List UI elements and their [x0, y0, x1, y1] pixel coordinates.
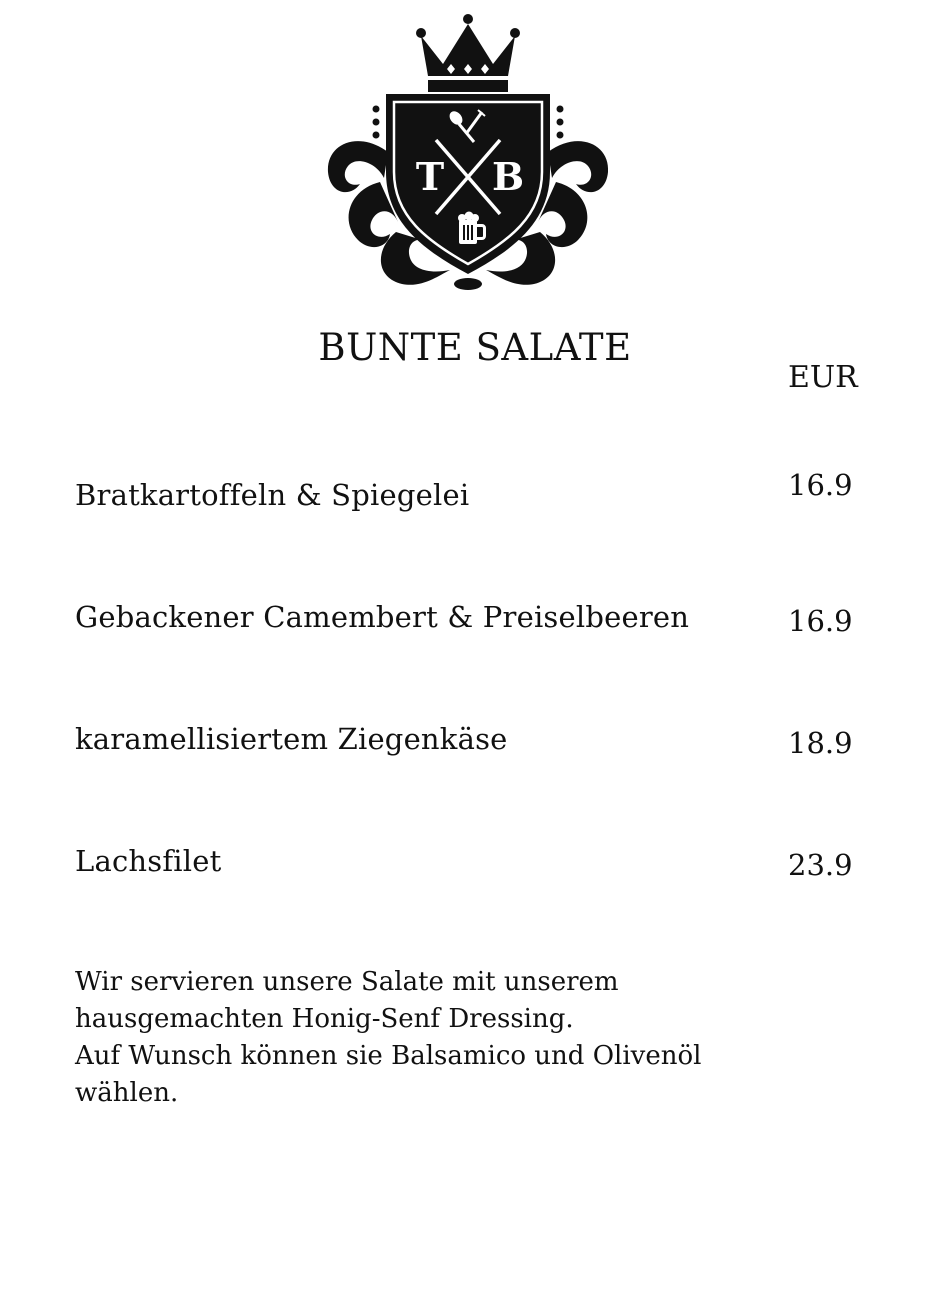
menu-item-name: Gebackener Camembert & Preiselbeeren [75, 600, 690, 634]
menu-item-name: Bratkartoffeln & Spiegelei [75, 478, 470, 512]
logo-initial-b: B [491, 154, 525, 199]
menu-item-price: 23.9 [788, 848, 853, 882]
note-line: wählen. [75, 1078, 179, 1108]
dressing-note [75, 964, 795, 1112]
shield-icon [386, 94, 550, 274]
menu-item-price: 16.9 [788, 604, 853, 638]
menu-item-name: karamellisiertem Ziegenkäse [75, 722, 508, 756]
currency-label: EUR [788, 360, 858, 395]
logo-initial-t: T [415, 154, 445, 199]
crown-icon [416, 14, 520, 92]
menu-item-name: Lachsfilet [75, 844, 222, 878]
restaurant-logo [318, 12, 618, 297]
menu-section-title: BUNTE SALATE [318, 326, 632, 369]
note-line: Wir servieren unsere Salate mit unserem [75, 967, 619, 997]
note-line: hausgemachten Honig-Senf Dressing. [75, 1004, 574, 1034]
menu-item-price: 16.9 [788, 468, 853, 502]
menu-item-price: 18.9 [788, 726, 853, 760]
note-line: Auf Wunsch können sie Balsamico und Olivenöl [75, 1041, 702, 1071]
